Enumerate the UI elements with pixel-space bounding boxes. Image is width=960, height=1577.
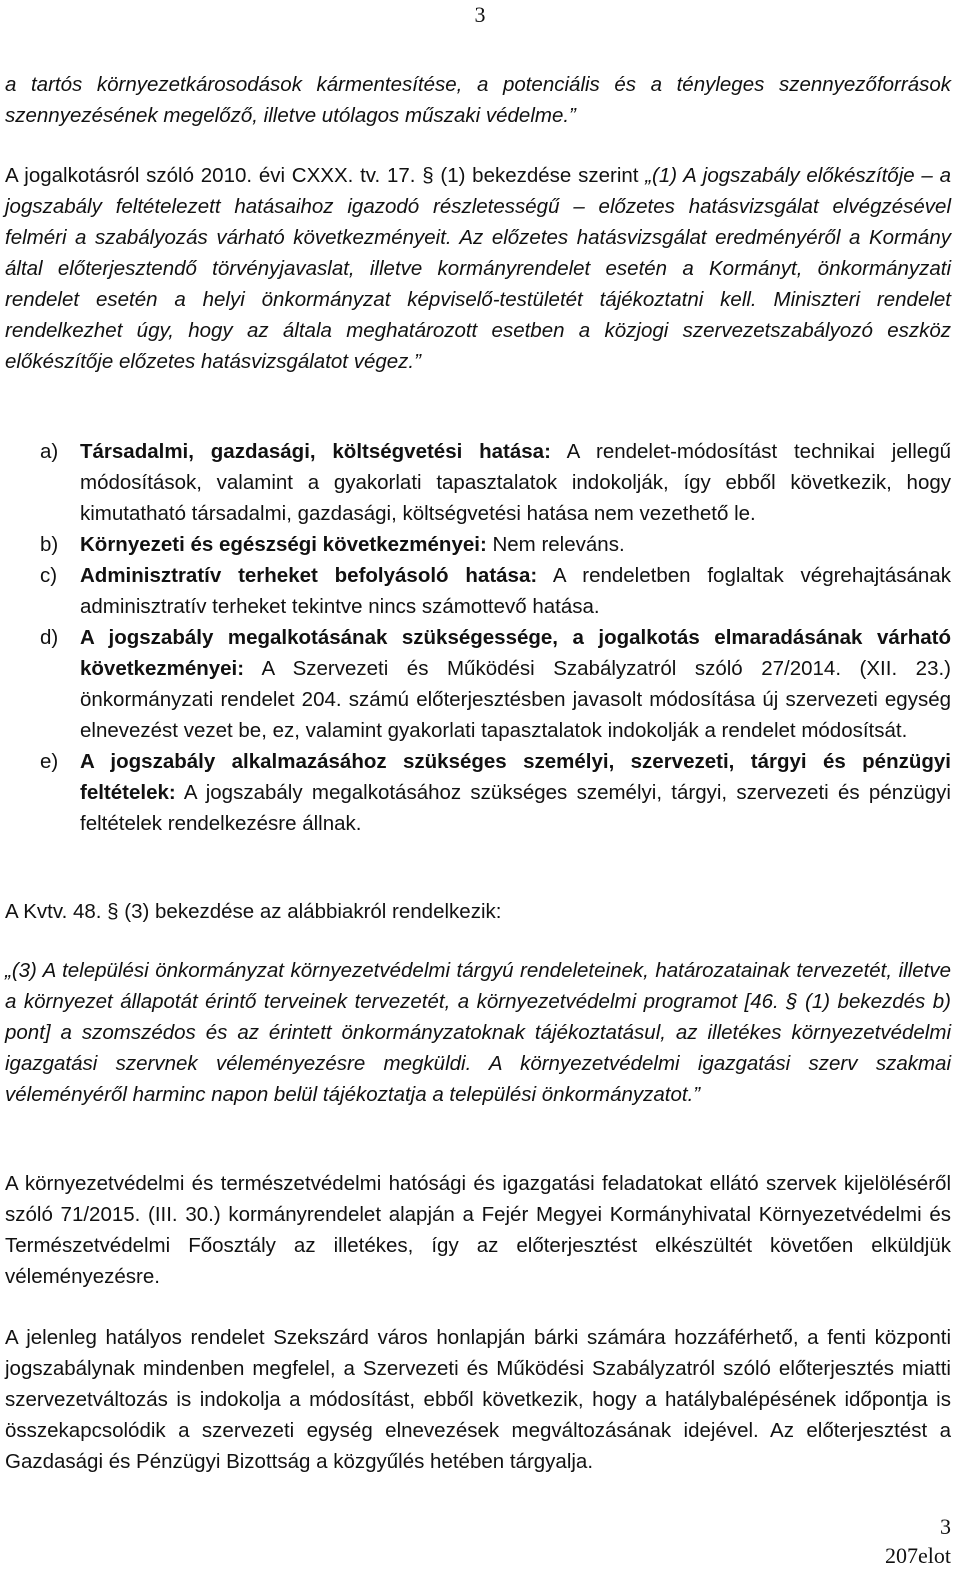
list-item-text: A jogszabály megalkotásához szükséges személyi, tárgyi, szervezeti és pénzügyi feltételek rendelkezésre állnak. bbox=[80, 781, 951, 835]
footer-page-number: 3 bbox=[940, 1514, 951, 1539]
list-item bbox=[5, 622, 951, 746]
kvtv-paragraph: A Kvtv. 48. § (3) bekezdése az alábbiakról rendelkezik: bbox=[5, 900, 502, 923]
list-item-title: A jogszabály alkalmazásához szükséges személyi, szervezeti, tárgyi és pénzügyi feltételek: bbox=[80, 750, 951, 804]
jogalkotas-lead: A jogalkotásról szóló 2010. évi CXXX. tv. 17. § (1) bekezdése szerint bbox=[5, 164, 646, 187]
list-item bbox=[5, 436, 951, 529]
page-footer bbox=[885, 1512, 951, 1570]
list-item-text: A Szervezeti és Működési Szabályzatról szóló 27/2014. (XII. 23.) önkormányzati rendelet 204. számú előterjesztésben javasolt módosítása új szervezeti egység elnevezést vezet be, ez, valamint gyakorlati tapasztalatok indokolják a rendelet módosítsát. bbox=[80, 657, 951, 742]
impact-list bbox=[5, 436, 951, 839]
jelenleg-paragraph: A jelenleg hatályos rendelet Szekszárd város honlapján bárki számára hozzáférhető, a fenti központi jogszabálynak mindenben megfelel, a Szervezeti és Működési Szabályzatról szóló előterjesztés miatti szervezetváltozás is indokolja a módosítást, ebből következik, hogy a hatálybalépésének időpontja is összekapcsolódik a szervezeti egység elnevezések megváltozásának idejével. Az előterjesztést a Gazdasági és Pénzügyi Bizottság a közgyűlés hetében tárgyalja. bbox=[5, 1326, 951, 1473]
list-item-title: A jogszabály megalkotásának szükségessége, a jogalkotás elmaradásának várható következményei: bbox=[80, 626, 951, 680]
jogalkotas-quote: „(1) A jogszabály előkészítője – a jogszabály feltételezett hatásaihoz igazodó részletességű – előzetes hatásvizsgálat elvégzésével felméri a szabályozás várható következményeit. Az előzetes hatásvizsgálat eredményéről a Kormány által előterjesztendő törvényjavaslat, illetve kormányrendelet esetén a Kormányt, önkormányzati rendelet esetén a helyi önkormányzat képviselő-testületét tájékoztatni kell. Miniszteri rendelet rendelkezhet úgy, hogy az általa meghatározott esetben a közjogi szervezetszabályozó eszköz előkészítője előzetes hatásvizsgálatot végez.” bbox=[5, 164, 951, 373]
jogalkotas-paragraph bbox=[5, 160, 951, 377]
kvtv-quote-paragraph: „(3) A települési önkormányzat környezetvédelmi tárgyú rendeleteinek, határozatainak tervezetét, illetve a környezet állapotát érintő terveinek tervezetét, a környezetvédelmi programot [46. § (1) bekezdés b) pont] a szomszédos és az érintett önkormányzatoknak tájékoztatásul, az illetékes környezetvédelmi igazgatási szervnek véleményezésre megküldi. A környezetvédelmi igazgatási szerv szakmai véleményéről harminc napon belül tájékoztatja a települési önkormányzatot.” bbox=[5, 959, 951, 1106]
list-item-label: c) bbox=[40, 564, 58, 587]
list-item bbox=[5, 746, 951, 839]
list-item-label: d) bbox=[40, 626, 59, 649]
list-item-text: A rendeletben foglaltak végrehajtásának adminisztratív terheket tekintve nincs számottevő hatása. bbox=[80, 564, 951, 618]
list-item-text: Nem releváns. bbox=[486, 533, 625, 556]
list-item-label: e) bbox=[40, 750, 59, 773]
footer-doc-code: 207elot bbox=[885, 1543, 951, 1568]
list-item-title: Társadalmi, gazdasági, költségvetési hatása: bbox=[80, 440, 551, 463]
list-item bbox=[5, 560, 951, 622]
list-item-text: A rendelet-módosítást technikai jellegű módosítások, valamint a gyakorlati tapasztalatok indokolják, így ebből következik, hogy kimutatható társadalmi, gazdasági, költségvetési hatása nem vezethető le. bbox=[80, 440, 951, 525]
list-item bbox=[5, 529, 951, 560]
intro-paragraph: a tartós környezetkárosodások kármentesítése, a potenciális és a tényleges szennyezőforrások szennyezésének megelőző, illetve utólagos műszaki védelme.” bbox=[5, 73, 951, 127]
kornyezetvedelmi-paragraph: A környezetvédelmi és természetvédelmi hatósági és igazgatási feladatokat ellátó szervek kijelöléséről szóló 71/2015. (III. 30.) kormányrendelet alapján a Fejér Megyei Kormányhivatal Környezetvédelmi és Természetvédelmi Főosztály az illetékes, így az előterjesztést elkészültét követően elküldjük véleményezésre. bbox=[5, 1172, 951, 1288]
list-item-label: a) bbox=[40, 440, 59, 463]
list-item-title: Adminisztratív terheket befolyásoló hatása: bbox=[80, 564, 538, 587]
page-number-top: 3 bbox=[474, 2, 486, 27]
list-item-label: b) bbox=[40, 533, 59, 556]
list-item-title: Környezeti és egészségi következményei: bbox=[80, 533, 487, 556]
